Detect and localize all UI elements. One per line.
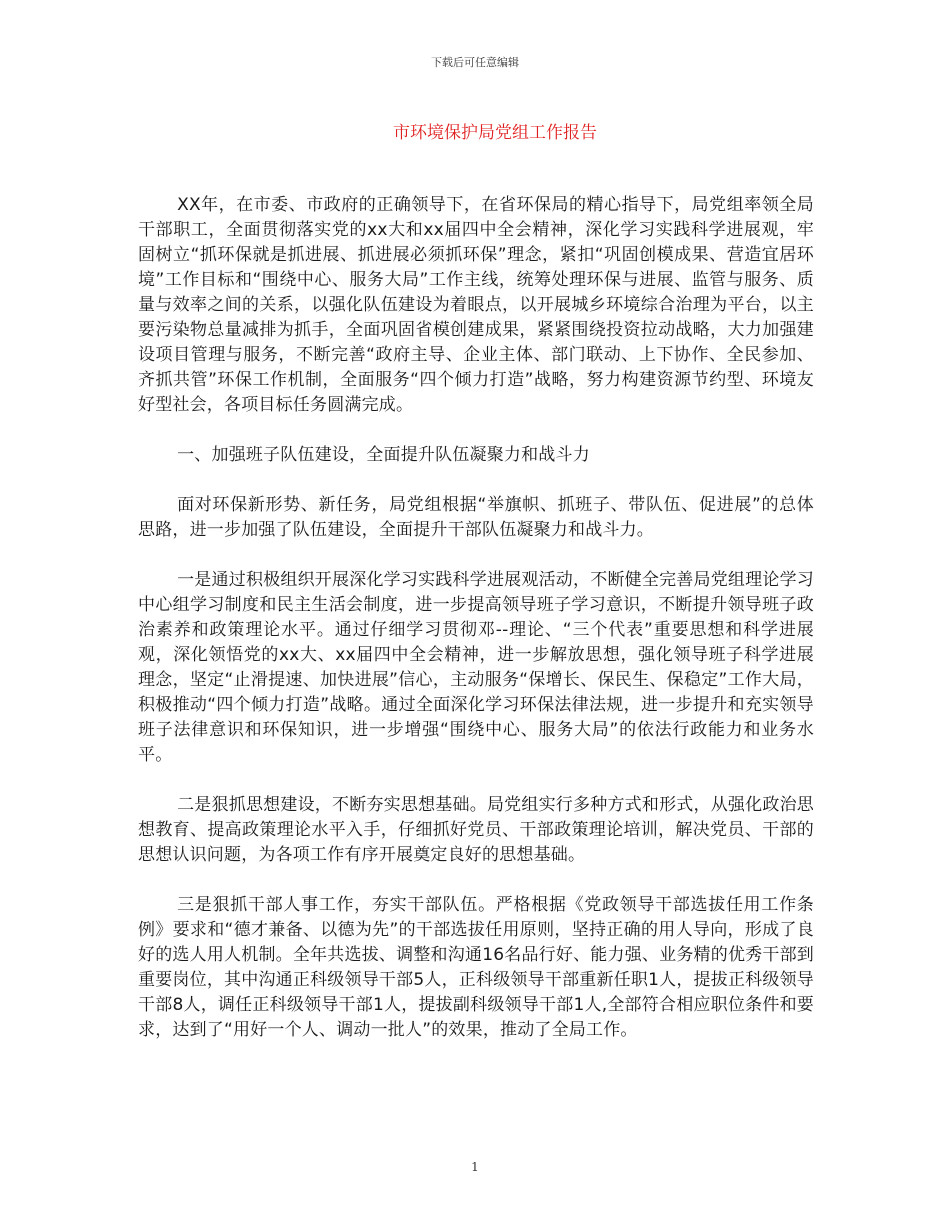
ideological-building-paragraph: 二是狠抓思想建设，不断夯实思想基础。局党组实行多种方式和形式，从强化政治思想教育、提高政策理论水平入手，仔细抓好党员、干部政策理论培训，解决党员、干部的思想认识问题，为各项工作有序开展奠定良好的思想基础。: [138, 795, 814, 865]
document-body: [138, 193, 814, 1068]
section-1-overview-paragraph: 面对环保新形势、新任务，局党组根据“举旗帜、抓班子、带队伍、促进展”的总体思路，进一步加强了队伍建设，全面提升干部队伍凝聚力和战斗力。: [138, 495, 814, 540]
study-practice-paragraph: 一是通过积极组织开展深化学习实践科学进展观活动，不断健全完善局党组理论学习中心组学习制度和民主生活会制度，进一步提高领导班子学习意识，不断提升领导班子政治素养和政策理论水平。通过仔细学习贯彻邓--理论、“三个代表”重要思想和科学进展观，深化领悟党的xx大、xx届四中全会精神，进一步解放思想，强化领导班子科学进展理念，坚定“止滑提速、加快进展”信心，主动服务“保增长、保民生、保稳定”工作大局，积极推动“四个倾力打造”战略。通过全面深化学习环保法律法规，进一步提升和充实领导班子法律意识和环保知识，进一步增强“围绕中心、服务大局”的依法行政能力和业务水平。: [138, 570, 814, 765]
page-number: 1: [471, 1160, 479, 1174]
intro-paragraph: XX年，在市委、市政府的正确领导下，在省环保局的精心指导下，局党组率领全局干部职工，全面贯彻落实党的xx大和xx届四中全会精神，深化学习实践科学进展观，牢固树立“抓环保就是抓进展、抓进展必须抓环保”理念，紧扣“巩固创模成果、营造宜居环境”工作目标和“围绕中心、服务大局”工作主线，统筹处理环保与进展、监管与服务、质量与效率之间的关系，以强化队伍建设为着眼点，以开展城乡环境综合治理为平台，以主要污染物总量减排为抓手，全面巩固省模创建成果，紧紧围绕投资拉动战略，大力加强建设项目管理与服务，不断完善“政府主导、企业主体、部门联动、上下协作、全民参加、齐抓共管”环保工作机制，全面服务“四个倾力打造”战略，努力构建资源节约型、环境友好型社会，各项目标任务圆满完成。: [138, 195, 814, 415]
download-note: 下载后可任意编辑: [431, 56, 519, 69]
personnel-work-paragraph: 三是狠抓干部人事工作，夯实干部队伍。严格根据《党政领导干部选拔任用工作条例》要求和“德才兼备、以德为先”的干部选拔任用原则，坚持正确的用人导向，形成了良好的选人用人机制。全年共选拔、调整和沟通16名品行好、能力强、业务精的优秀干部到重要岗位，其中沟通正科级领导干部5人，正科级领导干部重新任职1人，提拔正科级领导干部8人，调任正科级领导干部1人，提拔副科级领导干部1人,全部符合相应职位条件和要求，达到了“用好一个人、调动一批人”的效果，推动了全局工作。: [138, 895, 814, 1040]
document-title: 市环境保护局党组工作报告: [393, 123, 597, 143]
section-heading-1: 一、加强班子队伍建设，全面提升队伍凝聚力和战斗力: [177, 445, 590, 465]
